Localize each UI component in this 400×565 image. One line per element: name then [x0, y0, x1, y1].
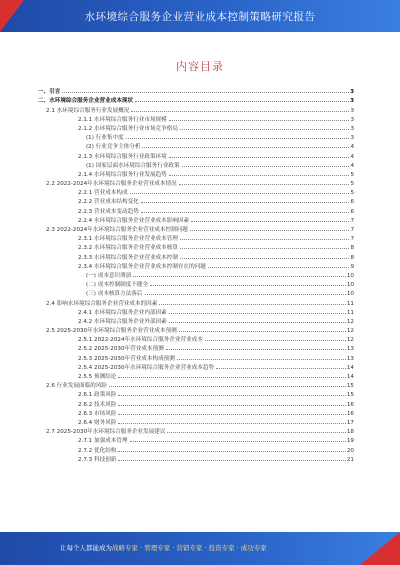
toc-entry[interactable] [34, 362, 354, 371]
toc-entry-page: 7 [350, 227, 354, 233]
toc-entry-label: 2.6.4 财务风险 [78, 419, 117, 426]
toc-entry-label: 2.2.3 营业成本变动趋势 [78, 208, 139, 215]
toc-leader-dots [131, 111, 349, 112]
toc-leader-dots [135, 101, 349, 102]
toc-entry[interactable] [34, 160, 354, 169]
toc-leader-dots [180, 248, 350, 249]
toc-leader-dots [118, 451, 345, 452]
toc-entry[interactable] [34, 398, 354, 407]
footer-services: 战略专家 · 管理专家 · 营销专家 · 投资专家 · 成功专家 [112, 544, 267, 552]
toc-entry-page: 4 [350, 162, 354, 169]
toc-leader-dots [118, 377, 345, 378]
toc-entry-page: 6 [350, 199, 354, 206]
toc-entry-page: 12 [346, 318, 354, 325]
toc-entry-page: 3 [350, 116, 354, 123]
table-of-contents [34, 86, 354, 463]
toc-leader-dots [118, 460, 345, 461]
toc-entry-label: 2.4.2 水环境综合服务企业外部因素 [78, 318, 167, 325]
toc-entry-page: 8 [350, 245, 354, 252]
toc-entry-page: 3 [350, 135, 354, 142]
toc-entry-page: 3 [350, 107, 354, 114]
toc-entry-label: 2.3.3 水环境综合服务企业营业成本控制 [78, 254, 178, 261]
report-title: 水环境综合服务企业营业成本控制策略研究报告 [84, 11, 316, 23]
toc-entry[interactable] [34, 380, 354, 389]
toc-entry[interactable] [34, 352, 354, 361]
toc-entry[interactable] [34, 169, 354, 178]
toc-entry-page: 5 [350, 181, 354, 188]
toc-entry-label: 2.7.3 科技创新 [78, 456, 117, 463]
toc-entry[interactable] [34, 86, 354, 95]
toc-leader-dots [177, 359, 346, 360]
toc-leader-dots [179, 184, 350, 185]
toc-entry[interactable] [34, 454, 354, 463]
toc-entry-label: (一) 成本意识薄弱 [86, 272, 132, 279]
toc-leader-dots [145, 294, 346, 295]
toc-entry-label: 2.2 2022-2024年水环境综合服务企业营业成本情况 [46, 181, 177, 188]
toc-entry-page: 7 [350, 236, 354, 243]
toc-entry[interactable] [34, 316, 354, 325]
toc-entry[interactable] [34, 114, 354, 123]
toc-leader-dots [118, 423, 345, 424]
toc-entry-label: 2.5.5 预测结论 [78, 374, 117, 380]
toc-entry-page: 16 [346, 410, 354, 417]
toc-entry[interactable] [34, 150, 354, 159]
toc-entry-label: 2.2.2 营业成本结构变化 [78, 199, 139, 206]
toc-entry[interactable] [34, 444, 354, 453]
toc-entry[interactable] [34, 325, 354, 334]
toc-entry-page: 11 [346, 300, 354, 307]
toc-entry-label: 2.5.1 2022-2024年水环境综合服务企业营业成本 [78, 337, 203, 344]
toc-entry-label: 2.7 2025-2030年水环境综合服务企业发展建议 [46, 429, 166, 436]
toc-entry[interactable] [34, 187, 354, 196]
toc-entry[interactable] [34, 132, 354, 141]
toc-entry-label: (二) 成本控制制度不健全 [86, 282, 149, 289]
toc-entry[interactable] [34, 270, 354, 279]
toc-entry-label: (三) 成本核算方法落后 [86, 291, 143, 298]
toc-entry-page: 13 [346, 355, 354, 362]
toc-entry[interactable] [34, 242, 354, 251]
toc-entry-page: 5 [350, 171, 354, 178]
toc-entry-label: (1) 国家层面水环境综合服务行业政策 [86, 162, 180, 169]
toc-leader-dots [118, 414, 345, 415]
toc-entry-label: 2.4 影响水环境综合服务企业营业成本的因素 [46, 300, 158, 307]
footer-accent-triangle [360, 532, 400, 565]
toc-entry-page: 4 [350, 153, 354, 160]
toc-entry-label: 2.4.1 水环境综合服务企业内部因素 [78, 309, 167, 316]
toc-entry-page: 20 [346, 447, 354, 454]
toc-heading: 内容目录 [176, 60, 224, 73]
toc-leader-dots [109, 386, 346, 387]
toc-leader-dots [182, 166, 350, 167]
toc-leader-dots [141, 202, 350, 203]
toc-entry-page: 3 [350, 98, 354, 105]
toc-entry-label: 2.6 行业发展面临的风险 [46, 383, 108, 390]
toc-leader-dots [169, 313, 346, 314]
toc-entry-page: 4 [350, 144, 354, 151]
toc-entry[interactable] [34, 288, 354, 297]
toc-leader-dots [142, 147, 349, 148]
toc-leader-dots [118, 405, 345, 406]
toc-entry-page: 19 [346, 438, 354, 445]
toc-entry-label: 2.5.2 2025-2030年营业成本预测 [78, 346, 164, 353]
toc-entry[interactable] [34, 224, 354, 233]
toc-entry[interactable] [34, 261, 354, 270]
footer-banner [0, 532, 400, 565]
toc-leader-dots [150, 285, 346, 286]
toc-entry-label: 2.1.4 水环境综合服务行业发展趋势 [78, 171, 167, 178]
toc-entry-page: 10 [346, 272, 354, 279]
header-banner [0, 0, 400, 32]
toc-entry-label: 二、水环境综合服务企业营业成本现状 [38, 98, 134, 105]
toc-entry-page: 9 [350, 263, 354, 270]
toc-entry-label: 2.7.2 优化结构 [78, 447, 117, 454]
toc-entry-page: 5 [350, 190, 354, 197]
toc-leader-dots [167, 432, 345, 433]
toc-entry-label: 2.3.4 水环境综合服务企业营业成本控制存在的问题 [78, 263, 206, 270]
toc-entry[interactable] [34, 251, 354, 260]
toc-leader-dots [180, 239, 350, 240]
toc-leader-dots [166, 349, 346, 350]
toc-entry-page: 11 [346, 309, 354, 316]
toc-entry[interactable] [34, 334, 354, 343]
footer-slogan: 让每个人都能成为 [60, 544, 112, 552]
toc-entry-label: (1) 行业集中度 [86, 135, 124, 142]
toc-leader-dots [208, 267, 350, 268]
toc-entry-label: 2.6.3 市场风险 [78, 410, 117, 417]
toc-entry-label: 2.5.4 2025-2030年水环境综合服务企业营业成本趋势 [78, 364, 215, 371]
toc-entry-page: 10 [346, 282, 354, 289]
toc-entry-label: 2.3.1 水环境综合服务企业营业成本管理 [78, 236, 178, 243]
toc-entry-page: 3 [350, 89, 354, 96]
toc-entry-page: 12 [346, 337, 354, 344]
toc-entry-page: 16 [346, 401, 354, 408]
toc-entry-page: 17 [346, 419, 354, 426]
toc-leader-dots [141, 212, 350, 213]
toc-entry-page: 15 [346, 383, 354, 390]
toc-entry-page: 10 [346, 291, 354, 298]
toc-entry-label: 2.5 2025-2030年水环境综合服务企业营业成本预测 [46, 328, 177, 335]
toc-entry-label: 2.7.1 加强成本管理 [78, 438, 128, 445]
toc-entry-label: 一、引言 [38, 89, 61, 96]
toc-entry[interactable] [34, 196, 354, 205]
toc-entry-label: 2.2.1 营业成本构成 [78, 190, 128, 197]
toc-entry[interactable] [34, 435, 354, 444]
toc-entry-label: 2.3 2022-2024年水环境综合服务企业营业成本控制问题 [46, 227, 188, 233]
toc-entry[interactable] [34, 215, 354, 224]
toc-entry[interactable] [34, 307, 354, 316]
toc-leader-dots [130, 441, 346, 442]
toc-entry[interactable] [34, 141, 354, 150]
toc-entry[interactable] [34, 417, 354, 426]
toc-entry-label: 2.1.3 水环境综合服务行业政策环境 [78, 153, 167, 160]
toc-leader-dots [180, 129, 350, 130]
toc-leader-dots [133, 276, 346, 277]
toc-leader-dots [191, 221, 349, 222]
toc-leader-dots [190, 230, 350, 231]
toc-entry-page: 15 [346, 392, 354, 399]
toc-entry[interactable] [34, 205, 354, 214]
toc-entry[interactable] [34, 123, 354, 132]
toc-leader-dots [169, 120, 350, 121]
toc-entry-label: (2) 行业竞争主体分析 [86, 144, 141, 151]
toc-entry-page: 12 [346, 328, 354, 335]
toc-entry[interactable] [34, 343, 354, 352]
toc-leader-dots [169, 322, 346, 323]
toc-entry-page: 18 [346, 429, 354, 436]
toc-entry[interactable] [34, 297, 354, 306]
toc-entry[interactable] [34, 279, 354, 288]
toc-leader-dots [159, 304, 346, 305]
toc-entry[interactable] [34, 178, 354, 187]
toc-entry-page: 6 [350, 208, 354, 215]
toc-entry[interactable] [34, 389, 354, 398]
toc-entry[interactable] [34, 371, 354, 380]
toc-leader-dots [169, 175, 350, 176]
toc-leader-dots [169, 157, 350, 158]
toc-entry[interactable] [34, 408, 354, 417]
toc-entry[interactable] [34, 426, 354, 435]
toc-entry-page: 7 [350, 217, 354, 224]
toc-entry-page: 14 [346, 374, 354, 380]
toc-entry-label: 2.3.2 水环境综合服务企业营业成本核算 [78, 245, 178, 252]
toc-leader-dots [180, 258, 350, 259]
toc-entry-label: 2.1.1 水环境综合服务行业市场规模 [78, 116, 167, 123]
toc-leader-dots [216, 368, 346, 369]
toc-leader-dots [126, 138, 350, 139]
toc-leader-dots [118, 395, 345, 396]
toc-entry-page: 14 [346, 364, 354, 371]
toc-entry-label: 2.6.1 政策风险 [78, 392, 117, 399]
toc-entry[interactable] [34, 95, 354, 104]
toc-entry-page: 3 [350, 125, 354, 132]
toc-entry-page: 8 [350, 254, 354, 261]
toc-entry[interactable] [34, 233, 354, 242]
toc-entry-label: 2.1.2 水环境综合服务行业市场竞争格局 [78, 125, 178, 132]
toc-entry-page: 21 [346, 456, 354, 463]
toc-entry-label: 2.2.4 水环境综合服务企业营业成本影响因素 [78, 217, 190, 224]
toc-leader-dots [205, 340, 346, 341]
toc-leader-dots [62, 92, 349, 93]
toc-leader-dots [130, 193, 350, 194]
toc-entry[interactable] [34, 104, 354, 113]
toc-leader-dots [179, 331, 346, 332]
toc-entry-label: 2.5.3 2025-2030年营业成本构成预测 [78, 355, 175, 362]
toc-entry-label: 2.6.2 技术风险 [78, 401, 117, 408]
toc-entry-page: 13 [346, 346, 354, 353]
toc-entry-label: 2.1 水环境综合服务行业发展概况 [46, 107, 130, 114]
